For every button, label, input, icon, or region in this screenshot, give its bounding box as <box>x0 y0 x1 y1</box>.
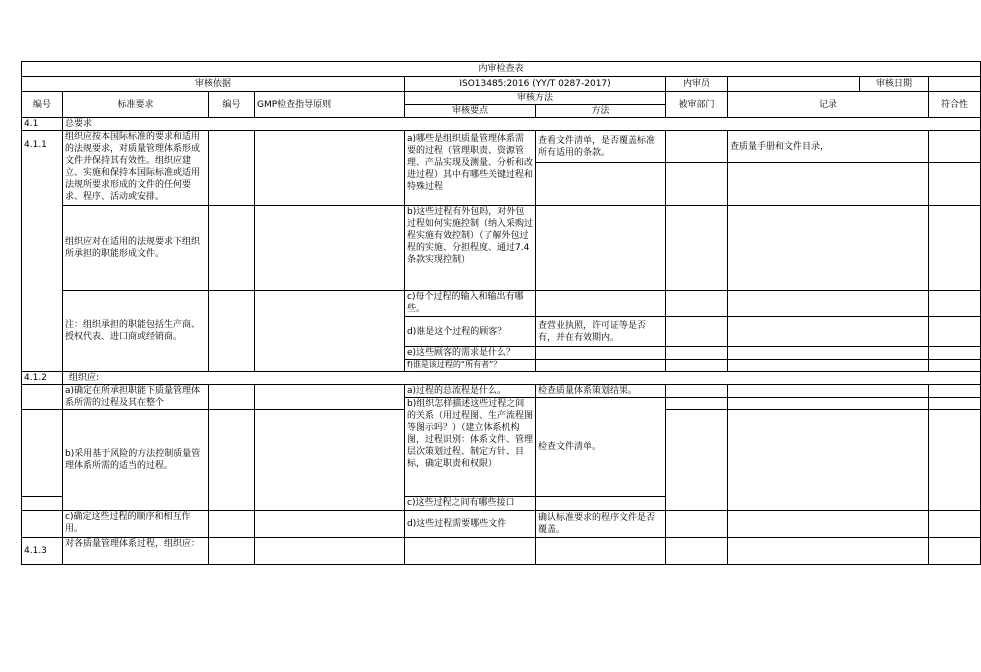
audit-key-point: c)这些过程之间有哪些接口 <box>405 497 536 511</box>
audit-key-point: c)每个过程的输入和输出有哪些。 <box>405 291 536 317</box>
audit-method: 查看文件清单，是否覆盖标准所有适用的条款。 <box>536 131 666 163</box>
audit-key-point: b)组织怎样描述这些过程之间的关系（用过程图、生产流程图等图示吗？）（建立体系机构图，过程识别：体系文件、管理层次策划过程、制定方针、目标，确定职责和权限） <box>405 398 536 497</box>
col-requirement-header: 标准要求 <box>63 92 209 118</box>
audit-record[interactable]: 查质量手册和文件目录， <box>728 131 929 163</box>
audit-method: 确认标准要求的程序文件是否覆盖。 <box>536 511 666 538</box>
clause-title: 总要求 <box>63 118 981 131</box>
col-gmp-header: GMP检查指导原则 <box>255 92 405 118</box>
col-conformity-header: 符合性 <box>929 92 981 118</box>
requirement-text: 组织应按本国际标准的要求和适用的法规要求，对质量管理体系形成文件并保持其有效性。组织应建立、实施和保持本国际标准或适用法规所要求形成的文件的任何要求、程序、活动或安排。 <box>63 131 209 206</box>
audit-key-point: b)这些过程有外包吗，对外包过程如何实施控制（纳入采购过程实施有效控制）（了解外包过程的实施、分担程度、通过7.4条款实现控制） <box>405 206 536 291</box>
basis-label: 审核依据 <box>22 77 405 92</box>
requirement-text: 组织应对在适用的法规要求下组织所承担的职能形成文件。 <box>63 206 209 291</box>
col-record-header: 记录 <box>728 92 929 118</box>
sheet-title: 内审检查表 <box>22 62 981 77</box>
col-no2-header: 编号 <box>209 92 255 118</box>
col-keypoints-header: 审核要点 <box>405 105 536 118</box>
method-group-header: 审核方法 <box>405 92 666 105</box>
audit-date-label: 审核日期 <box>860 77 929 92</box>
requirement-text: c)确定这些过程的顺序和相互作用。 <box>63 511 209 538</box>
clause-title: 组织应: <box>63 372 981 385</box>
requirement-text: 对各质量管理体系过程，组织应： <box>63 538 209 565</box>
auditor-label: 内审员 <box>666 77 728 92</box>
col-dept-header: 被审部门 <box>666 92 728 118</box>
requirement-text: b)采用基于风险的方法控制质量管理体系所需的适当的过程。 <box>63 410 209 511</box>
standard-label: ISO13485:2016 (YY/T 0287-2017) <box>405 77 666 92</box>
audit-method: 检查质量体系策划结果。 <box>536 385 666 398</box>
col-method-header: 方法 <box>536 105 666 118</box>
clause-number: 4.1 <box>22 118 63 131</box>
requirement-text: 注：组织承担的职能包括生产商、授权代表、进口商或经销商。 <box>63 291 209 372</box>
clause-number: 4.1.3 <box>22 538 63 565</box>
clause-number: 4.1.2 <box>22 372 63 385</box>
audit-method: 查营业执照，许可证等是否有，并在有效期内。 <box>536 317 666 347</box>
audit-key-point: e)这些顾客的需求是什么？ <box>405 347 536 360</box>
audit-checklist-sheet <box>21 61 968 565</box>
audit-date-value[interactable] <box>929 77 981 92</box>
clause-number: 4.1.1 <box>22 131 63 372</box>
audit-checklist-table <box>21 61 981 565</box>
audit-key-point: d)这些过程需要哪些文件 <box>405 511 536 538</box>
audit-key-point: a)过程的总流程是什么。 <box>405 385 536 398</box>
audit-key-point: f)谁是该过程的“所有者”？ <box>405 360 536 372</box>
auditor-value[interactable] <box>728 77 860 92</box>
audit-method: 检查文件清单。 <box>536 398 666 497</box>
audit-key-point: a)哪些是组织质量管理体系需要的过程（管理职责、资源管理、产品实现及测量、分析和改进过程）其中有哪些关键过程和特殊过程 <box>405 131 536 206</box>
requirement-text: a)确定在所承担职能下质量管理体系所需的过程及其在整个 <box>63 385 209 410</box>
col-no-header: 编号 <box>22 92 63 118</box>
audit-key-point: d)谁是这个过程的顾客？ <box>405 317 536 347</box>
